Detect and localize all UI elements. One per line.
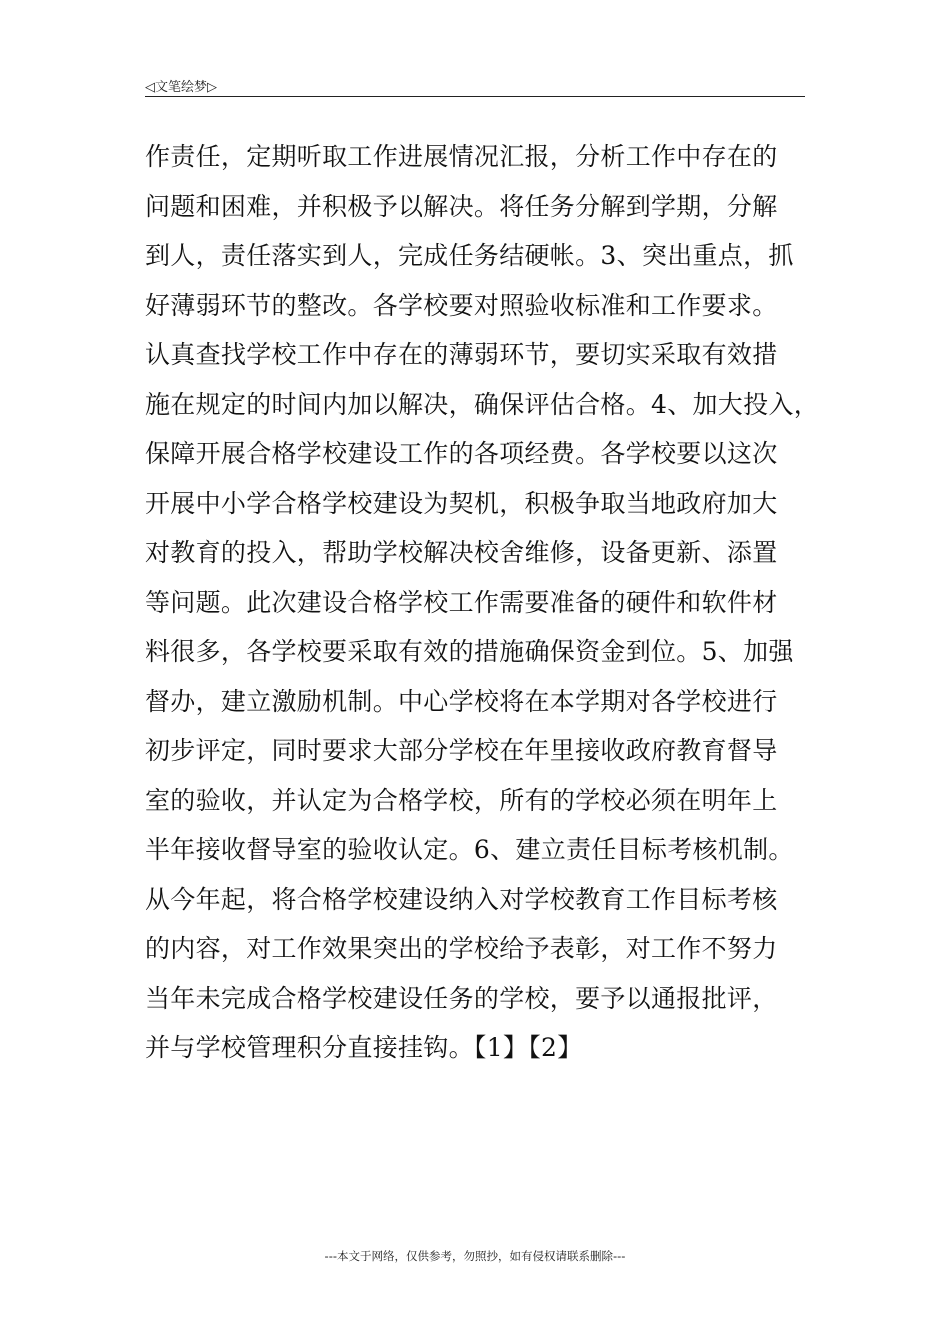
body-line: 半年接收督导室的验收认定。6、建立责任目标考核机制。 (145, 835, 794, 864)
body-line: 并与学校管理积分直接挂钩。【1】【2】 (145, 1033, 583, 1062)
body-line: 督办，建立激励机制。中心学校将在本学期对各学校进行 (145, 686, 778, 716)
body-line: 的内容，对工作效果突出的学校给予表彰，对工作不努力 (145, 934, 778, 963)
body-line: 作责任，定期听取工作进展情况汇报，分析工作中存在的 (145, 142, 778, 171)
body-line: 料很多，各学校要采取有效的措施确保资金到位。5、加强 (145, 637, 794, 666)
body-line: 好薄弱环节的整改。各学校要对照验收标准和工作要求。 (145, 290, 778, 320)
body-line: 等问题。此次建设合格学校工作需要准备的硬件和软件材 (145, 587, 778, 617)
body-line: 对教育的投入，帮助学校解决校舍维修，设备更新、添置 (145, 538, 778, 567)
body-line: 认真查找学校工作中存在的薄弱环节，要切实采取有效措 (145, 340, 778, 369)
body-line: 保障开展合格学校建设工作的各项经费。各学校要以这次 (145, 439, 778, 468)
body-line: 开展中小学合格学校建设为契机，积极争取当地政府加大 (145, 488, 778, 518)
body-line: 从今年起，将合格学校建设纳入对学校教育工作目标考核 (145, 884, 778, 914)
body-line: 室的验收，并认定为合格学校，所有的学校必须在明年上 (145, 785, 778, 815)
page-header (145, 74, 805, 97)
body-line: 到人，责任落实到人，完成任务结硬帐。3、突出重点，抓 (145, 241, 794, 270)
document-body (145, 132, 820, 1073)
body-line: 初步评定，同时要求大部分学校在年里接收政府教育督导 (145, 736, 778, 765)
header-title: ◁文笔绘梦▷ (145, 80, 217, 95)
body-line: 施在规定的时间内加以解决，确保评估合格。4、加大投入， (145, 389, 820, 419)
body-line: 问题和困难，并积极予以解决。将任务分解到学期，分解 (145, 191, 778, 221)
page-footer-note: ---本文于网络，仅供参考，勿照抄，如有侵权请联系删除--- (324, 1249, 626, 1263)
body-line: 当年未完成合格学校建设任务的学校，要予以通报批评， (145, 983, 778, 1013)
